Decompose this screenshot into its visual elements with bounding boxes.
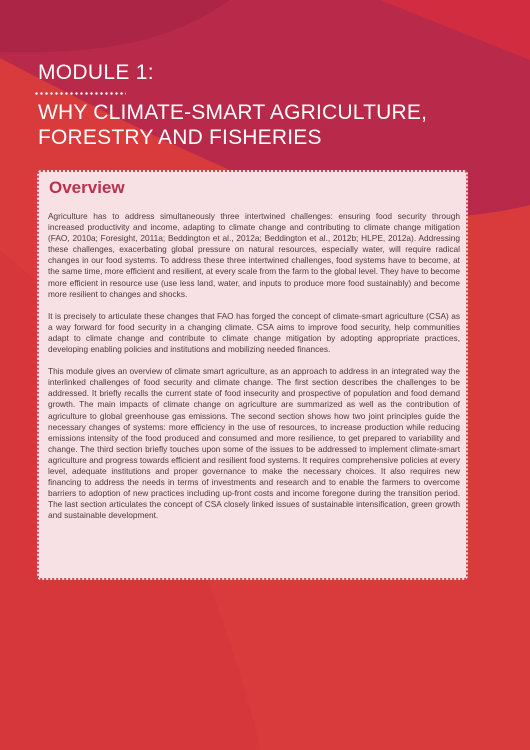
module-header (38, 60, 518, 150)
module-title-line-1: WHY CLIMATE-SMART AGRICULTURE, (38, 101, 428, 124)
module-title-line-2: FORESTRY AND FISHERIES (38, 126, 322, 149)
dotted-rule (34, 92, 126, 95)
overview-paragraph: This module gives an overview of climate smart agriculture, as an approach to address in an integrated way the interlinked challenges of food security and climate change. The first section describes the challenges to be addressed. It briefly recalls the current state of food insecurity and prospective of population and food demand growth. The main impacts of climate change on agriculture are summarized as well as the contribution of agriculture to global greenhouse gas emissions. The second section shows how two joint principles guide the necessary changes of systems: more efficiency in the use of resources, to increase production while reducing emissions intensity of the food produced and consumed and more resilience, to get prepared to variability and change. The third section briefly touches upon some of the issues to be addressed to implement climate-smart agriculture and progress towards efficient and resilient food systems. It requires comprehensive policies at every level, adequate institutions and proper governance to make the necessary choices. It also requires new financing to address the needs in terms of investments and research and to enable the farmers to overcome barriers to adoption of new practices including up-front costs and income foregone during the transition period. The last section articulates the concept of CSA closely linked issues of sustainable intensification, green growth and sustainable development. (48, 366, 460, 521)
overview-title: Overview (49, 178, 125, 197)
overview-paragraph: It is precisely to articulate these changes that FAO has forged the concept of climate-smart agriculture (CSA) as a way forward for food security in a changing climate. CSA aims to improve food security, help communities adapt to climate change and contribute to climate change mitigation by adopting appropriate practices, developing enabling policies and institutions and mobilizing needed finances. (48, 310, 460, 355)
module-number: MODULE 1: (38, 61, 154, 84)
overview-paragraph: Agriculture has to address simultaneously three intertwined challenges: ensuring food security through increased productivity and income, adapting to climate change and contributing to climate change mitigation (FAO, 2010a; Foresight, 2011a; Beddington et al., 2012a; Beddington et al., 2012b; HLPE, 2012a). Addressing these challenges, exacerbating global pressure on natural resources, especially water, will require radical changes in our food systems. To address these three intertwined challenges, food systems have to become, at the same time, more efficient and resilient, at every scale from the farm to the global level. They have to become more efficient in resource use (use less land, water, and inputs to produce more food sustainably) and become more resilient to changes and shocks. (48, 211, 460, 299)
overview-panel (37, 170, 468, 580)
overview-body (48, 211, 460, 532)
